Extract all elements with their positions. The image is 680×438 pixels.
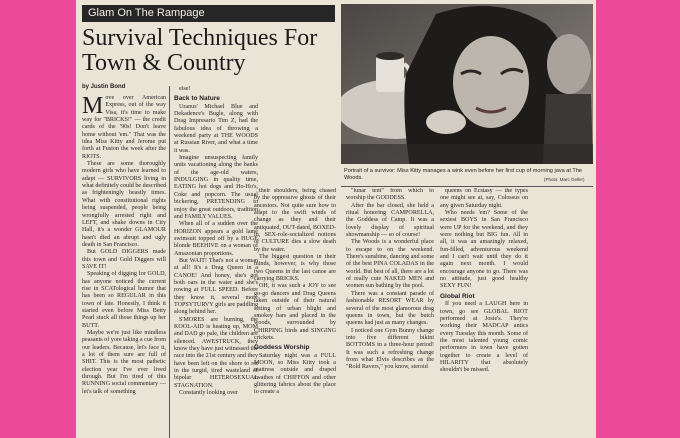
- column-rule: [169, 86, 170, 438]
- article-paragraph: [346, 328, 434, 372]
- paragraph-text: Constantly looking over: [179, 390, 238, 397]
- article-paragraph: [174, 221, 258, 258]
- paragraph-text: their shoulders, being chased by the oppressive ghosts of their ancestors. Not quite sure how to adapt to the swift winds of change as they and their antiquated, OUT-dated, BOXED-in, SEX-role-socialized notions of CULTURE dies a slow death by the water.: [254, 188, 336, 253]
- article-paragraph: [254, 353, 336, 397]
- article-column-4: [346, 188, 434, 438]
- article-paragraph: [254, 283, 336, 342]
- paragraph-text: But GOLD DIGGERS made this town and Gold Diggers will SAVE IT!: [82, 249, 166, 270]
- paragraph-text: else!: [179, 86, 191, 92]
- article-column-5: [440, 188, 528, 438]
- paragraph-text: The biggest question in their minds, however, is why those two Queens in the last canoe are carrying BRICKS.: [254, 254, 336, 283]
- article-paragraph: [174, 86, 258, 93]
- photo-credit: (Photo: Marc Geller): [544, 177, 585, 182]
- byline: by Justin Bond: [82, 84, 126, 90]
- drop-cap: M: [82, 95, 104, 119]
- paragraph-text: But WAIT! That's not a woman at all! It's a Drag Queen in a CANOE! And honey, she's got both oars in the water and she's rowing at FULL SPEED. Before they know it, several more TOPSYTURVY girls are paddling along behind her.: [174, 257, 258, 316]
- headline: Survival Techniques For Town & Country: [82, 25, 318, 76]
- article-paragraph: [440, 188, 528, 210]
- photo-caption: Portrait of a survivor: Miss Kitty manages a wink even before her first cup of morning java at The Woods.: [344, 168, 583, 181]
- paragraph-text: When all of a sudden over the HORIZON appears a gold lamé swimsuit topped off by a HUGE blonde BEEHIVE on a woman of Amazonian proportions.: [174, 221, 258, 257]
- article-paragraph: [346, 188, 434, 203]
- article-paragraph: [254, 188, 336, 254]
- paragraph-text: Speaking of digging for GOLD, has anyone noticed the current rise in SCATological humor that has been so REGULAR in this town of late. Honestly, I think it started even before Miss Betty Pearl stuck all those things up her BUTT.: [82, 271, 166, 329]
- article-paragraph: [174, 258, 258, 317]
- article-paragraph: [174, 390, 258, 397]
- paragraph-text: queens on Ecstasy — the types one might see at, say, Colossus on any given Saturday night.: [440, 188, 528, 209]
- article-paragraph: [174, 104, 258, 155]
- article-paragraph: [174, 317, 258, 390]
- photo: [341, 4, 593, 164]
- article-paragraph: [346, 239, 434, 290]
- article-paragraph: [254, 254, 336, 283]
- article-column-3: [254, 188, 336, 438]
- article-paragraph: [346, 203, 434, 240]
- paragraph-text: Who needs 'em? Some of the sexiest BOYS in San Francisco were UP for the weekend, and they were nothing but BIG fun. All in all, it was an amazingly relaxed, fun-filled, adventurous weekend and I can't wait until they do it again next month. I would encourage anyone to go. There was no attitude, just good healthy SEXY FUN!: [440, 210, 528, 290]
- paragraph-text: If you need a LAUGH here in town, go see GLOBAL RIOT performed at Josie's. They're working their MADCAP antics every Tuesday this month. Some of the most talented young comic performers in town have gotten together to create a level of HILARITY that absolutely shouldn't be missed.: [440, 301, 528, 374]
- photo-image: [341, 4, 593, 164]
- paragraph-text: S'MORES are burning, the KOOL-AID is heating up, MOM and DAD go pale, the children are silenced. AWESTRUCK, they know they have just witnessed the race into the 21st century and they have been left on the shore to rot in the turgid, tired wasteland of bipolar HETEROSEXUAL STAGNATION.: [174, 316, 258, 389]
- article-paragraph: [174, 155, 258, 221]
- paragraph-text: Uranus' Michael Blue and Dekadence's Bugle, along with Drag Impresario Tim Z, had the fabulous idea of throwing a weekend party at THE WOODS at Russian River, and what a time it was.: [174, 103, 258, 154]
- article-paragraph: [82, 330, 166, 396]
- article-paragraph: [440, 301, 528, 374]
- subheading: Goddess Worship: [254, 344, 310, 352]
- article-paragraph: [82, 95, 166, 161]
- newspaper-page: [76, 0, 596, 438]
- article-paragraph: [82, 249, 166, 271]
- paragraph-text: OH, it was such a JOY to see go-go dancers and Drag Queens taken outside of their natural setting of urban blight and smokey bars and placed in the woods, surrounded by CHIRPING birds and SINGING crickets.: [254, 283, 336, 341]
- paragraph-text: After the bar closed, she held a ritual honoring CAMPORELLA, the Goddess of Camp. It was a lovely display of spiritual showmanship — so of course!: [346, 202, 434, 239]
- paragraph-text: These are some thoroughly modern girls who have learned to adapt — SURVIVORS living in what definitely could be described as frighteningly beastly times. What with constitutional rights being suspended, people being wrongfully arrested right and LEFT, and shake downs in City Hall, it's a wonder GLAMOUR hasn't died an abrupt and ugly death in San Francisco.: [82, 161, 166, 248]
- section-banner: Glam On The Rampage: [82, 5, 335, 22]
- paragraph-text: "lunar tent" from which to worship the GODDESS.: [346, 188, 434, 202]
- photo-rule: [341, 186, 593, 187]
- paragraph-text: Imagine unsuspecting family units vacationing along the banks of the age-old waters, INDULGING in quality time, EATING hot dogs and Ho-Ho's, Coke and popcorn. The usual bickering, PRETENDING to enjoy the great outdoors, tradition and FAMILY VALUES.: [174, 155, 258, 220]
- article-paragraph: [82, 271, 166, 330]
- article-column-1: [82, 95, 166, 438]
- article-paragraph: [346, 291, 434, 328]
- article-paragraph: [82, 161, 166, 249]
- article-column-2: [174, 86, 258, 438]
- paragraph-text: Saturday night was a FULL MOON, so Miss Kitty took a mattress outside and draped swathes of CHIFFON and other glittering fabrics about the place to create a: [254, 352, 336, 396]
- subheading: Global Riot: [440, 292, 475, 300]
- paragraph-text: The Woods is a wonderful place to escape to on the weekend. There's sunshine, dancing and some of the best PINA COLADAS in the world. But best of all, there are a lot of really cute NAKED MEN and women sun bathing by the pool.: [346, 239, 434, 290]
- paragraph-text: Maybe we're just like mindless peasants of yore taking a cue from our leaders. Because, let's face it, a lot of them sure are full of SHIT. This is the most pathetic election year I've ever lived through. But I'm tired of this RUNNING social commentary — let's talk of something: [82, 330, 166, 395]
- paragraph-text: I noticed one Gym Bunny change into five different bikini BOTTOMS in a three-hour period! It was such a refreshing change from what Elvis describes as the "Rold Ravers," you know, steroid: [346, 327, 434, 371]
- subheading: Back to Nature: [174, 95, 220, 103]
- paragraph-text: There was a constant parade of fashionable RESORT WEAR by several of the most glamorous drag queens in town, but the butch queens had just as many changes.: [346, 290, 434, 327]
- paragraph-text: ove over American Express, out of the way Visa, it's time to make way for "BRICKS!" — the credit cards of the '90s! Don't leave home without 'em." That was the idea Miss Kitty and Jerome put forth at Fusion the week after the RIOTS.: [82, 95, 166, 160]
- article-paragraph: [440, 210, 528, 291]
